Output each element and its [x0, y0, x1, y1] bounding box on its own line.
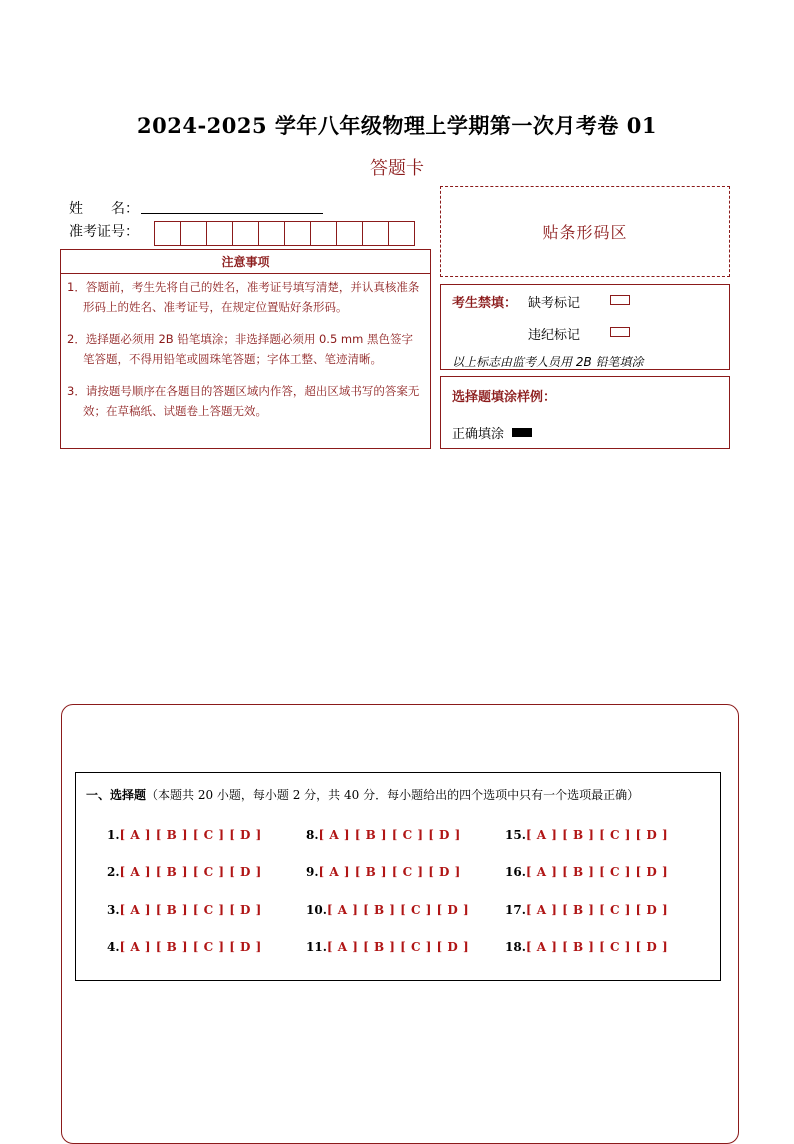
- sample-label: 选择题填涂样例：: [452, 390, 557, 405]
- question-2[interactable]: 2.[ A ] [ B ] [ C ] [ D ]: [107, 865, 262, 879]
- violation-label: 违纪标记: [528, 328, 581, 343]
- forbidden-panel: [440, 284, 730, 370]
- name-field[interactable]: [141, 213, 323, 214]
- notice-heading: 注意事项: [61, 250, 430, 274]
- notice-body: [67, 277, 422, 433]
- forbidden-label: 考生禁填：: [452, 296, 518, 311]
- correct-fill-sample: [512, 428, 532, 437]
- absent-mark-box[interactable]: [610, 295, 630, 305]
- page-title: 2024-2025 学年八年级物理上学期第一次月考卷 01: [137, 113, 657, 138]
- exam-id-digit-box[interactable]: [362, 221, 389, 246]
- exam-id-digit-box[interactable]: [388, 221, 415, 246]
- question-11[interactable]: 11.[ A ] [ B ] [ C ] [ D ]: [306, 940, 470, 954]
- violation-mark-box[interactable]: [610, 327, 630, 337]
- correct-fill-label: 正确填涂: [452, 427, 505, 442]
- exam-id-digit-box[interactable]: [258, 221, 285, 246]
- exam-id-digit-box[interactable]: [180, 221, 207, 246]
- exam-id-digit-box[interactable]: [284, 221, 311, 246]
- exam-id-label: 准考证号：: [69, 224, 139, 240]
- mcq-heading: [86, 786, 639, 803]
- question-16[interactable]: 16.[ A ] [ B ] [ C ] [ D ]: [505, 865, 669, 879]
- question-1[interactable]: 1.[ A ] [ B ] [ C ] [ D ]: [107, 828, 262, 842]
- question-9[interactable]: 9.[ A ] [ B ] [ C ] [ D ]: [306, 865, 461, 879]
- question-18[interactable]: 18.[ A ] [ B ] [ C ] [ D ]: [505, 940, 669, 954]
- forbidden-note: 以上标志由监考人员用 2B 铅笔填涂: [452, 355, 644, 369]
- mcq-heading-instructions: （本题共 20 小题，每小题 2 分，共 40 分．每小题给出的四个选项中只有一个选项最正确）: [146, 788, 640, 802]
- question-15[interactable]: 15.[ A ] [ B ] [ C ] [ D ]: [505, 828, 669, 842]
- notice-item: 2．选择题必须用 2B 铅笔填涂；非选择题必须用 0.5 mm 黑色签字笔答题，不得用铅笔或圆珠笔答题；字体工整、笔迹清晰。: [67, 332, 413, 366]
- exam-id-digit-box[interactable]: [154, 221, 181, 246]
- fill-sample-panel: [440, 376, 730, 449]
- exam-id-digit-box[interactable]: [336, 221, 363, 246]
- name-label: 姓 名：: [69, 201, 139, 217]
- question-3[interactable]: 3.[ A ] [ B ] [ C ] [ D ]: [107, 903, 262, 917]
- exam-id-boxes: [155, 221, 415, 246]
- mcq-heading-title: 一、选择题: [86, 788, 147, 802]
- notice-item: 3．请按题号顺序在各题目的答题区域内作答，超出区域书写的答案无效；在草稿纸、试题卷上答题无效。: [67, 384, 420, 418]
- mcq-section: [75, 772, 721, 981]
- barcode-label: 贴条形码区: [542, 223, 628, 242]
- question-10[interactable]: 10.[ A ] [ B ] [ C ] [ D ]: [306, 903, 470, 917]
- exam-id-digit-box[interactable]: [310, 221, 337, 246]
- notice-item: 1．答题前，考生先将自己的姓名，准考证号填写清楚，并认真核准条形码上的姓名、准考证号，在规定位置贴好条形码。: [67, 280, 420, 314]
- question-17[interactable]: 17.[ A ] [ B ] [ C ] [ D ]: [505, 903, 669, 917]
- notice-panel: [60, 249, 431, 449]
- page-subtitle: 答题卡: [370, 158, 424, 179]
- barcode-area: [440, 186, 730, 277]
- question-8[interactable]: 8.[ A ] [ B ] [ C ] [ D ]: [306, 828, 461, 842]
- exam-id-digit-box[interactable]: [232, 221, 259, 246]
- absent-label: 缺考标记: [528, 296, 581, 311]
- exam-id-digit-box[interactable]: [206, 221, 233, 246]
- question-4[interactable]: 4.[ A ] [ B ] [ C ] [ D ]: [107, 940, 262, 954]
